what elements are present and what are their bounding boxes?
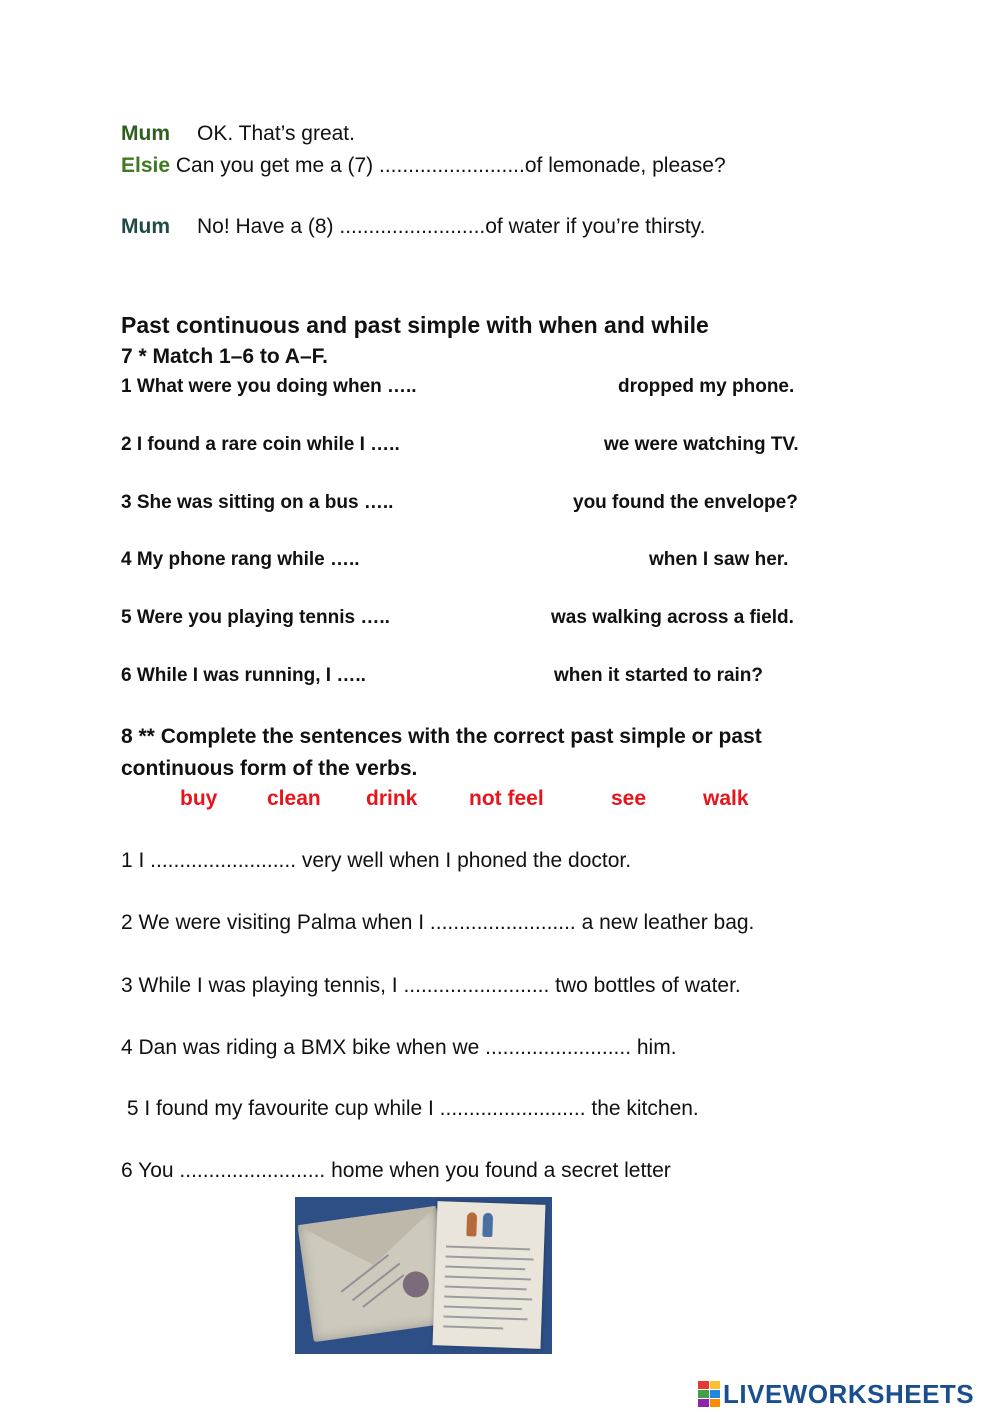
match-left-5: 5 Were you playing tennis ….. [121,607,390,628]
match-left-4: 4 My phone rang while ….. [121,549,360,570]
match-right-a: dropped my phone. [618,376,795,397]
sentence-1: 1 I ......................... very well when I phoned the doctor. [121,849,632,872]
speaker-mum: Mum [121,215,170,238]
dialogue-line-2 [121,154,726,178]
dialogue-text: Can you get me a (7) .........................of lemonade, please? [175,154,726,177]
match-right-b: we were watching TV. [604,434,799,455]
dialogue-line-3 [121,215,705,239]
sentence-2: 2 We were visiting Palma when I ......................... a new leather bag. [121,911,755,934]
match-left-1: 1 What were you doing when ….. [121,376,417,397]
dialogue-text: OK. That’s great. [197,122,355,145]
handwritten-letter [433,1201,546,1349]
speaker-mum: Mum [121,122,170,145]
exercise7-instruction: 7 * Match 1–6 to A–F. [121,345,328,368]
match-left-2: 2 I found a rare coin while I ….. [121,434,400,455]
verb-buy: buy [180,787,218,810]
exercise8-instruction-line2: continuous form of the verbs. [121,757,418,780]
verb-not-feel: not feel [469,787,544,810]
match-right-e: was walking across a field. [551,607,794,628]
match-right-d: when I saw her. [649,549,789,570]
postmark-stamp [401,1270,430,1299]
dialogue-text: No! Have a (8) .........................of water if you’re thirsty. [197,215,706,238]
verb-clean: clean [267,787,321,810]
speaker-elsie: Elsie [121,154,171,177]
verb-drink: drink [366,787,418,810]
sentence-3: 3 While I was playing tennis, I ......................... two bottles of water. [121,974,741,997]
sentence-4: 4 Dan was riding a BMX bike when we ......................... him. [121,1036,677,1059]
sentence-6: 6 You ......................... home when you found a secret letter [121,1159,671,1182]
verb-see: see [611,787,647,810]
logo-icon [698,1381,720,1407]
brand-name: LIVEWORKSHEETS [723,1378,975,1409]
dialogue-line-1 [121,122,355,146]
match-right-c: you found the envelope? [573,492,798,513]
verb-walk: walk [703,787,749,810]
match-right-f: when it started to rain? [554,665,764,686]
letter-and-envelope-photo [295,1197,552,1354]
match-left-6: 6 While I was running, I ….. [121,665,366,686]
liveworksheets-logo [698,1376,974,1412]
exercise8-instruction-line1: 8 ** Complete the sentences with the correct past simple or past [121,725,762,748]
section-title: Past continuous and past simple with when and while [121,312,709,338]
match-left-3: 3 She was sitting on a bus ….. [121,492,394,513]
sentence-5: 5 I found my favourite cup while I ......................... the kitchen. [121,1097,699,1120]
envelope [297,1206,452,1342]
